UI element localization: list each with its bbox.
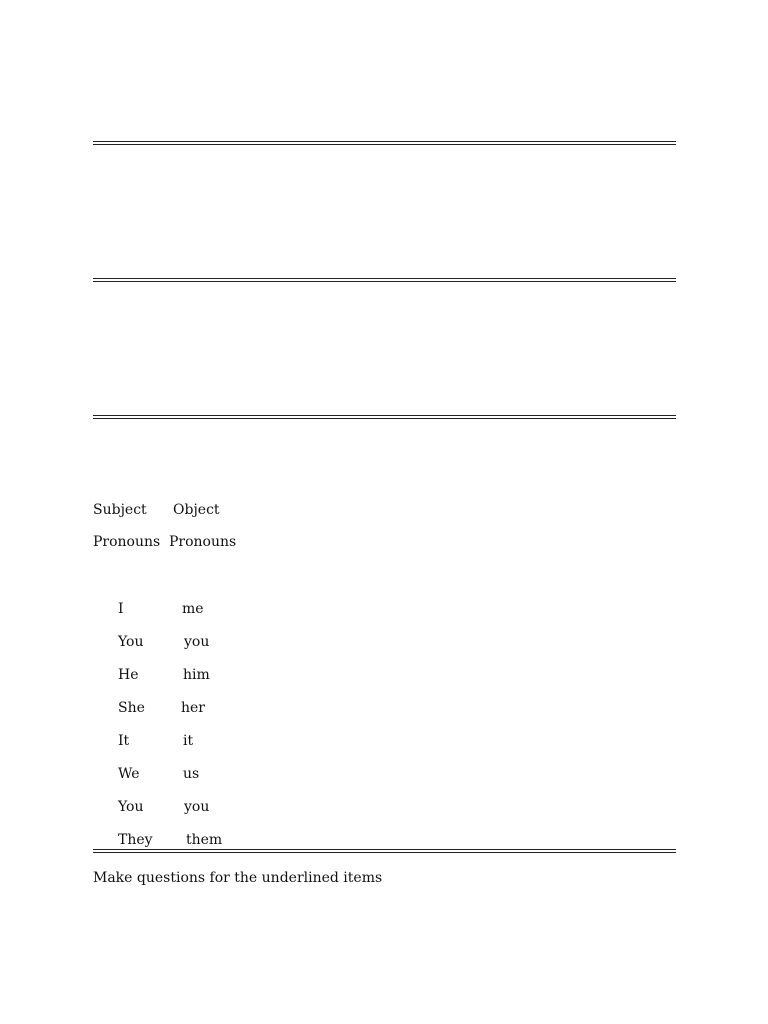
object-pronoun: you: [184, 634, 210, 650]
subject-pronoun: We: [118, 766, 140, 782]
subject-pronoun: He: [118, 667, 139, 683]
object-pronoun: them: [186, 832, 223, 848]
instruction-text: Make questions for the underlined items: [93, 870, 383, 886]
object-pronoun: her: [181, 700, 205, 716]
subject-pronoun: She: [118, 700, 145, 716]
subject-pronoun: I: [118, 601, 124, 617]
object-pronoun: you: [184, 799, 210, 815]
object-header-line1: Object: [173, 502, 220, 518]
object-header-line2: Pronouns: [169, 534, 237, 550]
subject-header-line2: Pronouns: [93, 534, 161, 550]
object-pronoun: us: [183, 766, 200, 782]
subject-pronoun: You: [118, 634, 144, 650]
double-rule-1: [93, 141, 676, 145]
object-pronoun: me: [182, 601, 204, 617]
subject-pronoun: They: [118, 832, 153, 848]
object-pronoun: it: [183, 733, 194, 749]
subject-header-line1: Subject: [93, 502, 147, 518]
subject-pronoun: You: [118, 799, 144, 815]
subject-pronoun: It: [118, 733, 130, 749]
double-rule-4: [93, 849, 676, 853]
double-rule-2: [93, 278, 676, 282]
object-pronoun: him: [183, 667, 210, 683]
double-rule-3: [93, 415, 676, 419]
